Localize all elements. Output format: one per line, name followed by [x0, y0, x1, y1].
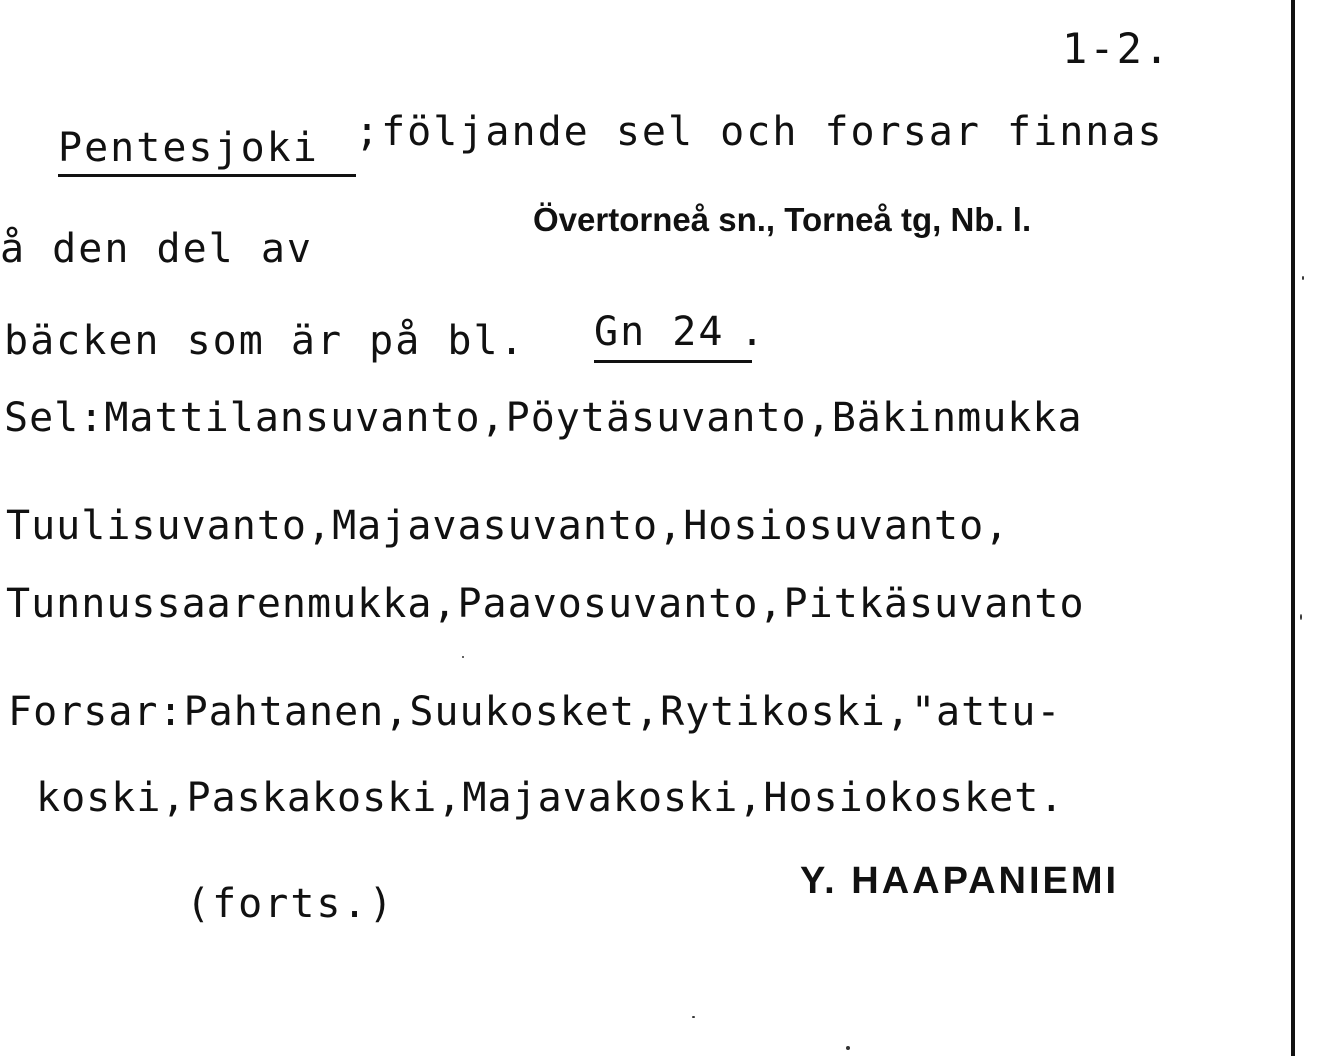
speck — [846, 1046, 850, 1050]
card-right-edge — [1291, 0, 1295, 1056]
location-stamp: Övertorneå sn., Torneå tg, Nb. l. — [533, 201, 1032, 238]
speck — [1300, 614, 1302, 620]
map-sheet: Gn 24 — [594, 309, 725, 355]
forsar-line-2: koski,Paskakoski,Majavakoski,Hosiokosket. — [36, 775, 1065, 821]
heading-underline — [58, 174, 356, 177]
line3-lead: bäcken som är på bl. — [4, 318, 526, 364]
map-sheet-underline — [594, 360, 752, 363]
speck — [1302, 276, 1304, 280]
page-number: 1-2. — [1062, 24, 1172, 73]
map-sheet-period: . — [740, 309, 767, 355]
speck — [692, 1016, 695, 1018]
sel-line-1: Sel:Mattilansuvanto,Pöytäsuvanto,Bäkinmukka — [4, 395, 1083, 441]
line1-rest: ;följande sel och forsar finnas — [355, 109, 1164, 155]
continued-note: (forts.) — [186, 881, 395, 927]
speck — [462, 656, 464, 658]
sel-line-2: Tuulisuvanto,Majavasuvanto,Hosiosuvanto, — [6, 503, 1010, 549]
sel-line-3: Tunnussaarenmukka,Paavosuvanto,Pitkäsuvanto — [6, 581, 1085, 627]
collector-stamp: Y. HAAPANIEMI — [800, 860, 1120, 902]
heading-name: Pentesjoki — [58, 125, 319, 171]
forsar-line-1: Forsar:Pahtanen,Suukosket,Rytikoski,"attu- — [8, 689, 1062, 735]
line2-text: å den del av — [0, 226, 313, 272]
